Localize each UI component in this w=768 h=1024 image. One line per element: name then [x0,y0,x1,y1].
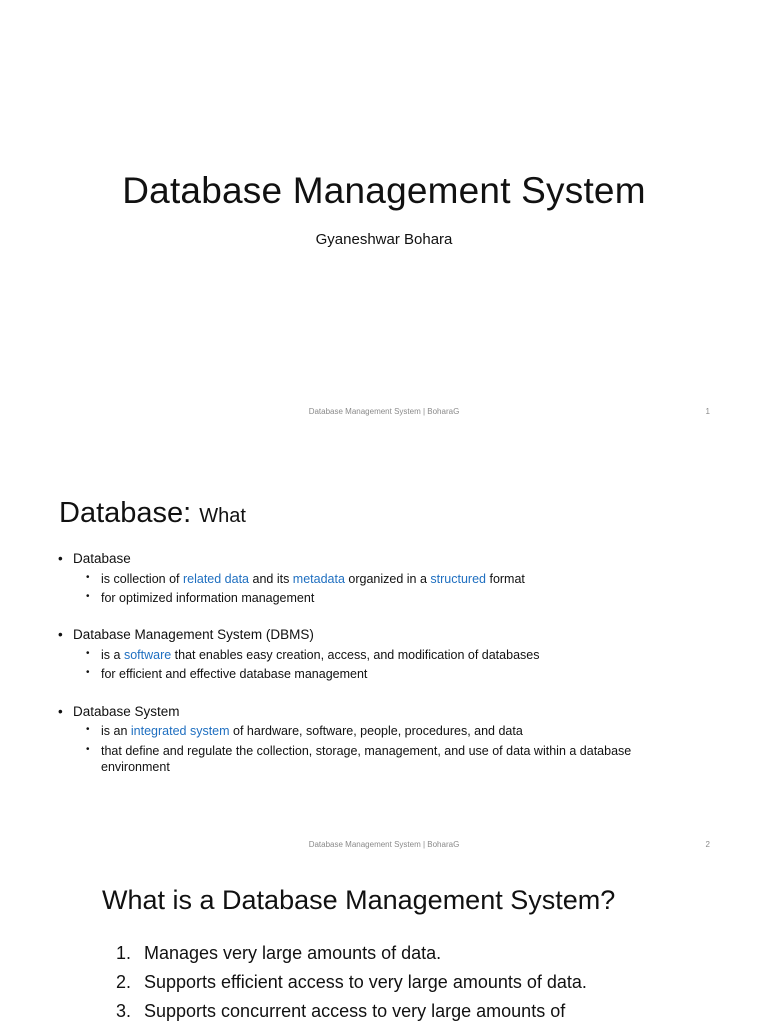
list-number: 3. [116,1001,132,1021]
bullet-heading: • Database [58,549,698,569]
slide-2 [0,433,768,866]
slide-3-title: What is a Database Management System? [102,885,616,915]
list-text: Manages very large amounts of data. [144,943,442,963]
highlighted-term: software [123,647,172,662]
bullet-group [58,549,698,608]
page-number: 1 [705,407,710,416]
highlighted-term: metadata [292,571,345,586]
text-segment: organized in a [344,571,431,586]
list-number: 1. [116,943,132,963]
text-segment: is collection of [101,571,183,586]
sub-bullet [86,570,698,589]
list-text: Supports concurrent access to very large amounts of [144,1001,566,1021]
bullet-list [58,549,698,793]
footer-text: Database Management System | BoharaG [308,840,460,849]
text-segment: format [486,571,525,586]
text-segment: is a [101,647,124,662]
list-text: Supports efficient access to very large amounts of data. [144,972,587,992]
sub-bullet [86,646,698,665]
slide-2-title [59,497,246,530]
numbered-list [116,939,716,1024]
highlighted-term: related data [182,571,250,586]
text-segment: is an [101,724,131,739]
bullet-heading: • Database System [58,702,698,722]
slide-2-title-main: Database: [59,497,200,529]
sub-bullet [86,665,698,684]
text-segment: for optimized information management [101,590,315,605]
bullet-heading: • Database Management System (DBMS) [58,625,698,645]
page-number: 2 [705,840,710,849]
list-item [116,997,716,1024]
list-number: 2. [116,972,132,992]
slide-3 [0,866,768,1024]
bullet-group [58,702,698,777]
slide-2-title-suffix: What [199,505,246,527]
sub-bullet [86,743,698,777]
bullet-group [58,625,698,684]
highlighted-term: integrated system [130,724,230,739]
list-item [116,939,716,968]
text-segment: that define and regulate the collection, storage, management, and use of data within a database environment [101,743,632,775]
slide-1 [0,0,768,433]
footer-text: Database Management System | BoharaG [308,407,460,416]
sub-bullet [86,722,698,741]
text-segment: for efficient and effective database management [101,667,368,682]
highlighted-term: structured [430,571,486,586]
text-segment: and its [249,571,293,586]
slide-1-title: Database Management System [122,170,646,211]
sub-bullet [86,589,698,608]
text-segment: of hardware, software, people, procedures, and data [229,724,523,739]
list-item [116,968,716,997]
text-segment: that enables easy creation, access, and modification of databases [171,647,540,662]
slide-1-author: Gyaneshwar Bohara [315,231,453,248]
